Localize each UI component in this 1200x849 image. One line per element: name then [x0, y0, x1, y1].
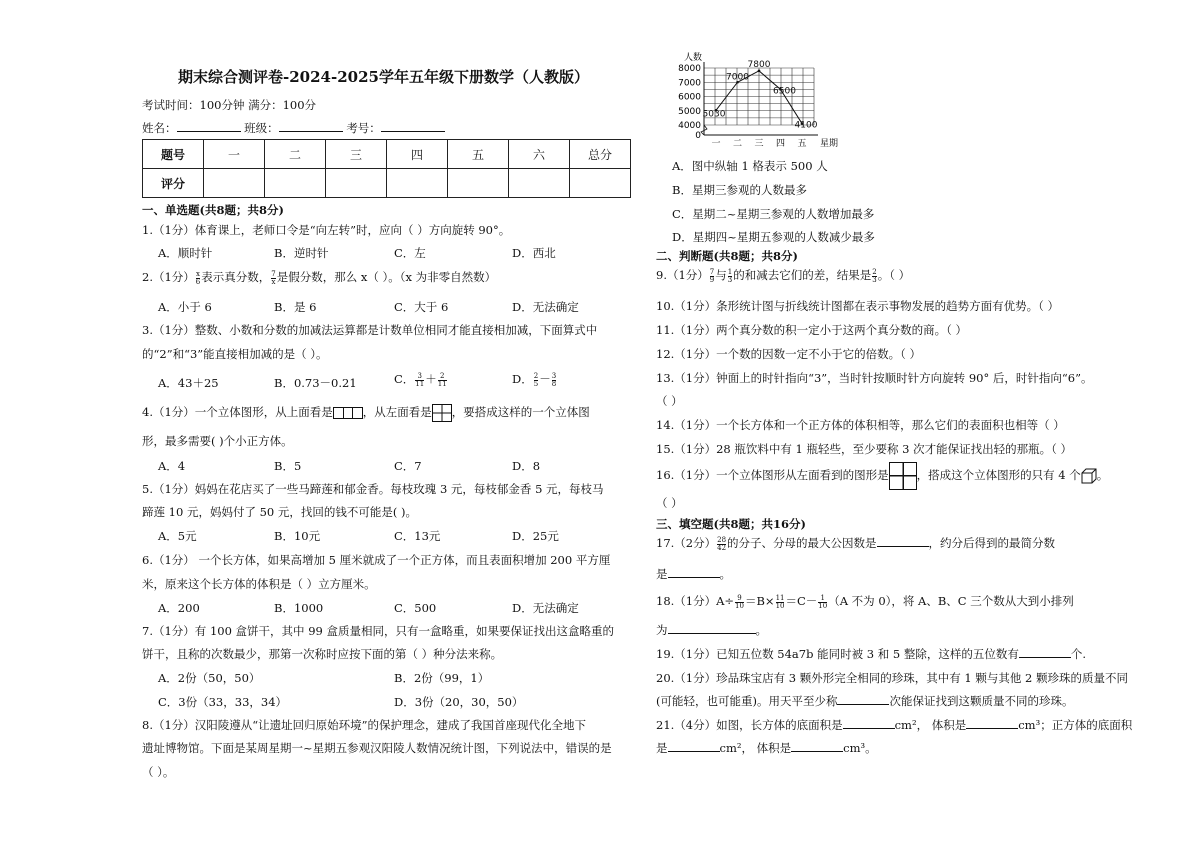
id-label: 考号：	[346, 121, 381, 135]
exam-info: 考试时间：100分钟 满分：100分	[142, 98, 317, 112]
student-info	[142, 120, 445, 136]
question-stem: 的“2”和“3”能直接相加减的是（ ）。	[142, 347, 328, 361]
score-header-cell: 六	[509, 140, 570, 169]
x-tick-labels	[711, 138, 806, 149]
answer-blank[interactable]	[668, 751, 720, 752]
question-stem: 是 。	[656, 567, 731, 581]
fraction: $\frac{x}{6}$	[195, 269, 201, 286]
option[interactable]: C． $\frac{3}{11}$ ＋ $\frac{2}{11}$	[394, 371, 447, 388]
option[interactable]: B．是 6	[274, 300, 317, 314]
option[interactable]: C．星期二~星期三参观的人数增加最多	[672, 207, 875, 221]
score-cell[interactable]	[326, 169, 387, 198]
score-header-cell: 一	[204, 140, 265, 169]
score-header-cell: 总分	[570, 140, 631, 169]
q-number: 2.（1分）	[142, 270, 195, 284]
answer-blank[interactable]	[668, 577, 720, 578]
data-label: 7800	[747, 59, 771, 70]
option[interactable]: C．7	[394, 459, 422, 473]
option[interactable]: D．星期四~星期五参观的人数减少最多	[672, 230, 875, 244]
score-row-label: 评分	[143, 169, 204, 198]
option[interactable]: B．10元	[274, 529, 321, 543]
question-stem: （ ）	[656, 496, 683, 510]
option[interactable]: A．图中纵轴 1 格表示 500 人	[672, 159, 828, 173]
x-axis-label: 星期	[820, 139, 839, 149]
question-stem: （ ）。	[142, 765, 175, 779]
score-header-cell: 题号	[143, 140, 204, 169]
question-stem: 14.（1分）一个长方体和一个正方体的体积相等，那么它们的表面积也相等（ ）	[656, 418, 1065, 432]
fraction: $\frac{7}{x}$	[271, 269, 276, 286]
name-field[interactable]	[177, 131, 241, 132]
question-stem: 19.（1分）已知五位数 54a7b 能同时被 3 和 5 整除，这样的五位数有 个.	[656, 647, 1086, 661]
y-tick-label: 4000	[678, 121, 701, 131]
score-cell[interactable]	[387, 169, 448, 198]
option[interactable]: C．3份（33，33，34）	[158, 695, 288, 709]
question-stem: 18.（1分）A÷ $\frac{9}{10}$ ＝B× $\frac{11}{10}$ ＝C－ $\frac{1}{10}$ （A 不为 0），将 A、B、C 三个数从大到小排列	[656, 593, 1074, 610]
data-labels	[703, 60, 818, 131]
score-cell[interactable]	[448, 169, 509, 198]
option[interactable]: C．大于 6	[394, 300, 449, 314]
question-stem: 遗址博物馆。下面是某周星期一~星期五参观汉阳陵人数情况统计图，下列说法中，错误的是	[142, 741, 612, 755]
data-label: 6500	[773, 86, 796, 97]
text: 表示真分数，	[201, 270, 271, 284]
answer-blank[interactable]	[843, 728, 895, 729]
text: 是假分数，那么 x（ ）。（x 为非零自然数）	[276, 270, 497, 284]
section-heading: 三、填空题(共8题；共16分)	[656, 517, 806, 531]
y-tick-labels	[678, 64, 701, 141]
x-tick-label: 五	[797, 139, 807, 149]
option[interactable]: A．2份（50，50）	[158, 671, 261, 685]
option[interactable]: A．4	[158, 459, 186, 473]
option[interactable]: C．左	[394, 246, 426, 260]
question-stem: 7.（1分）有 100 盒饼干，其中 99 盒质量相同，只有一盒略重，如果要保证找出这盒略重的	[142, 624, 614, 638]
y-tick-label: 7000	[678, 78, 701, 89]
question-stem: 蹄莲 10 元，妈妈付了 50 元，找回的钱不可能是( )。	[142, 505, 418, 519]
question-stem: 17.（2分） $\frac{28}{42}$ 的分子、分母的最大公因数是 ，约分后得到的最简分数	[656, 535, 1056, 552]
option[interactable]: D． $\frac{2}{5}$ － $\frac{3}{8}$	[512, 371, 557, 388]
answer-blank[interactable]	[668, 633, 756, 634]
data-point	[758, 70, 761, 73]
score-header-cell: 五	[448, 140, 509, 169]
question-stem: 10.（1分）条形统计图与折线统计图都在表示事物发展的趋势方面有优势。（ ）	[656, 299, 1060, 313]
x-tick-label: 二	[732, 139, 743, 149]
page-title: 期末综合测评卷-2024-2025学年五年级下册数学（人教版）	[178, 68, 589, 86]
question-stem: 6.（1分） 一个长方体，如果高增加 5 厘米就成了一个正方体，而且表面积增加 200 平方厘	[142, 553, 611, 567]
answer-blank[interactable]	[791, 751, 843, 752]
option[interactable]: D．8	[512, 459, 541, 473]
answer-blank[interactable]	[877, 546, 929, 547]
left-view-figure	[432, 404, 452, 422]
question-stem: 8.（1分）汉阳陵遵从“让遗址回归原始环境”的保护理念，建成了我国首座现代化全地下	[142, 718, 587, 732]
option[interactable]: A．43＋25	[158, 376, 219, 390]
question-stem: (可能轻，也可能重)。用天平至少称 次能保证找到这颗质量不同的珍珠。	[656, 694, 1074, 708]
question-stem: （ ）	[656, 394, 683, 408]
y-tick-label: 6000	[678, 92, 701, 103]
question-stem: 16.（1分）一个立体图形从左面看到的图形是 ，搭成这个立体图形的只有 4 个 。	[656, 462, 1108, 490]
score-table-score-row	[143, 169, 631, 198]
option[interactable]: D．西北	[512, 246, 556, 260]
score-header-cell: 三	[326, 140, 387, 169]
option[interactable]: D．3份（20，30，50）	[394, 695, 524, 709]
question-stem: 11.（1分）两个真分数的积一定小于这两个真分数的商。（ ）	[656, 323, 968, 337]
class-label: 班级：	[244, 121, 279, 135]
cube-icon	[1081, 468, 1097, 484]
class-field[interactable]	[279, 131, 343, 132]
option[interactable]: C．500	[394, 601, 437, 615]
question-stem: 1.（1分）体育课上，老师口令是“向左转”时，应向（ ）方向旋转 90°。	[142, 223, 511, 237]
y-tick-label: 5000	[678, 106, 701, 117]
option[interactable]: D．无法确定	[512, 300, 579, 314]
answer-blank[interactable]	[1019, 657, 1071, 658]
y-tick-label: 8000	[678, 64, 701, 74]
x-tick-label: 三	[754, 139, 764, 149]
left-view-grid-figure	[889, 462, 917, 490]
x-tick-label: 四	[775, 139, 786, 149]
question-stem: 为 。	[656, 623, 767, 637]
answer-blank[interactable]	[837, 704, 889, 705]
top-view-figure	[333, 407, 363, 419]
question-stem: 4.（1分）一个立体图形，从上面看是 ，从左面看是 ，要搭成这样的一个立体图	[142, 404, 590, 422]
visitors-line-chart	[664, 48, 844, 150]
question-stem: 9.（1分） $\frac{7}{9}$ 与 $\frac{1}{3}$ 的和减去它们的差，结果是 $\frac{2}{3}$ 。（ ）	[656, 267, 911, 284]
question-stem	[142, 269, 496, 286]
question-stem: 是 cm²， 体积是 cm³。	[656, 741, 877, 755]
option[interactable]: B．2份（99，1）	[394, 671, 490, 685]
option[interactable]: B．0.73－0.21	[274, 376, 357, 390]
question-stem: 米，原来这个长方体的体积是（ ）立方厘米。	[142, 577, 376, 591]
question-stem: 20.（1分）珍品珠宝店有 3 颗外形完全相同的珍珠，其中有 1 颗与其他 2 颗珍珠的质量不同	[656, 671, 1128, 685]
score-cell[interactable]	[509, 169, 570, 198]
section-heading: 一、单选题(共8题；共8分)	[142, 203, 284, 217]
question-stem: 5.（1分）妈妈在花店买了一些马蹄莲和郁金香。每枝玫瑰 3 元，每枝郁金香 5 元，每枝马	[142, 482, 604, 496]
option[interactable]: C．13元	[394, 529, 441, 543]
score-cell[interactable]	[204, 169, 265, 198]
option[interactable]: A．5元	[158, 529, 197, 543]
id-field[interactable]	[381, 131, 445, 132]
option[interactable]: A．小于 6	[158, 300, 212, 314]
data-label: 5030	[702, 109, 726, 120]
question-stem: 13.（1分）钟面上的时针指向“3”，当时针按顺时针方向旋转 90° 后，时针指向“6”。	[656, 371, 1093, 385]
question-stem: 3.（1分）整数、小数和分数的加减法运算都是计数单位相同才能直接相加减，下面算式中	[142, 323, 598, 337]
question-stem: 21.（4分）如图，长方体的底面积是 cm²， 体积是 cm³；正方体的底面积	[656, 718, 1133, 732]
section-heading: 二、判断题(共8题；共8分)	[656, 249, 798, 263]
question-stem: 15.（1分）28 瓶饮料中有 1 瓶轻些，至少要称 3 次才能保证找出轻的那瓶。（ ）	[656, 442, 1073, 456]
option[interactable]: B．1000	[274, 601, 324, 615]
option[interactable]: B．星期三参观的人数最多	[672, 183, 807, 197]
score-cell[interactable]	[570, 169, 631, 198]
score-cell[interactable]	[265, 169, 326, 198]
option[interactable]: D．25元	[512, 529, 559, 543]
option[interactable]: B．5	[274, 459, 302, 473]
question-stem: 12.（1分）一个数的因数一定不小于它的倍数。（ ）	[656, 347, 922, 361]
option[interactable]: A．200	[158, 601, 200, 615]
answer-blank[interactable]	[966, 728, 1018, 729]
question-stem: 形，最多需要( )个小正方体。	[142, 434, 293, 448]
option[interactable]: B．逆时针	[274, 246, 329, 260]
score-table-header-row	[143, 140, 631, 169]
option[interactable]: D．无法确定	[512, 601, 579, 615]
score-header-cell: 四	[387, 140, 448, 169]
y-axis-label: 人数	[684, 53, 703, 63]
x-tick-label: 一	[711, 139, 721, 149]
question-stem: 饼干，且称的次数最少，那第一次称时应按下面的第（ ）种分法来称。	[142, 647, 503, 661]
option[interactable]: A．顺时针	[158, 246, 213, 260]
score-table	[142, 139, 631, 198]
data-label: 7000	[726, 72, 749, 83]
name-label: 姓名：	[142, 121, 177, 135]
data-label: 4100	[794, 120, 818, 131]
y-tick-label: 0	[695, 131, 701, 141]
score-header-cell: 二	[265, 140, 326, 169]
